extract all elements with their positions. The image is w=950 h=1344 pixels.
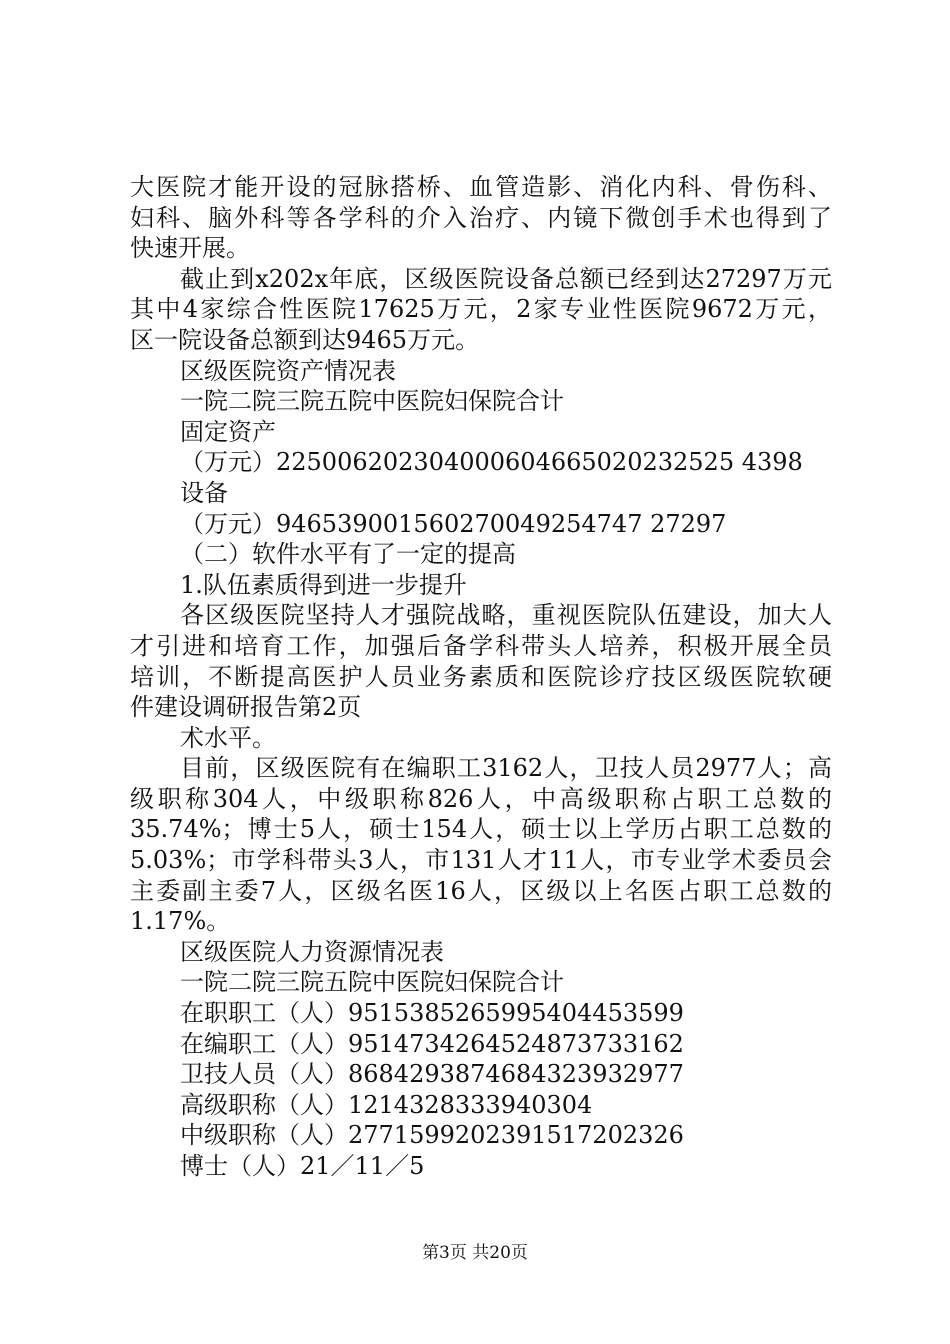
paragraph-line: 级职称304人，中级职称826人，中高级职称占职工总数的 [130,784,832,813]
paragraph-line: 主委副主委7人，区级名医16人，区级以上名医占职工总数的 [130,876,832,905]
paragraph-line: 其中4家综合性医院17625万元，2家专业性医院9672万元， [130,295,832,324]
table-row: （万元）225006202304000604665020232525 4398 [180,448,803,477]
paragraph-line: 截止到x202x年底，区级医院设备总额已经到达27297万元 [180,264,832,293]
table-row: 博士（人）21／11／5 [180,1152,425,1180]
table-row: （万元）946539001560270049254747 27297 [180,509,727,538]
paragraph-line: 件建设调研报告第2页 [130,693,362,722]
paragraph-line: 35.74%；博士5人，硕士154人，硕士以上学历占职工总数的 [130,815,832,844]
paragraph-line: 目前，区级医院有在编职工3162人，卫技人员2977人；高 [180,754,832,783]
page-footer: 第3页 共20页 [422,1243,528,1263]
table-row: 卫技人员（人）8684293874684323932977 [180,1060,684,1089]
table-title: 区级医院资产情况表 [180,356,396,385]
table-row: 在职职工（人）9515385265995404453599 [180,999,684,1028]
table-row: 中级职称（人）2771599202391517202326 [180,1121,684,1150]
table-row-label: 固定资产 [180,417,276,446]
table-header: 一院二院三院五院中医院妇保院合计 [180,968,564,997]
paragraph-line: 快速开展。 [130,234,250,263]
paragraph-line: 培训，不断提高医护人员业务素质和医院诊疗技区级医院软硬 [130,662,832,691]
paragraph-line: 区一院设备总额到达9465万元。 [130,325,480,354]
document-body [130,172,832,1182]
section-heading: （二）软件水平有了一定的提高 [180,540,516,569]
table-title: 区级医院人力资源情况表 [180,937,444,966]
paragraph-line: 妇科、脑外科等各学科的介入治疗、内镜下微创手术也得到了 [130,203,832,232]
table-row-label: 设备 [180,478,228,507]
paragraph-line: 5.03%；市学科带头3人，市131人才11人，市专业学术委员会 [130,846,832,875]
table-header: 一院二院三院五院中医院妇保院合计 [180,387,564,416]
paragraph-line: 1.17%。 [130,907,231,936]
paragraph-line: 才引进和培育工作，加强后备学科带头人培养，积极开展全员 [130,631,832,660]
paragraph-line: 术水平。 [180,723,276,752]
paragraph-line: 各区级医院坚持人才强院战略，重视医院队伍建设，加大人 [180,601,832,630]
table-row: 在编职工（人）9514734264524873733162 [180,1029,684,1058]
paragraph-line: 大医院才能开设的冠脉搭桥、血管造影、消化内科、骨伤科、 [130,173,832,201]
table-row: 高级职称（人）1214328333940304 [180,1090,593,1119]
subsection-heading: 1.队伍素质得到进一步提升 [180,570,467,599]
